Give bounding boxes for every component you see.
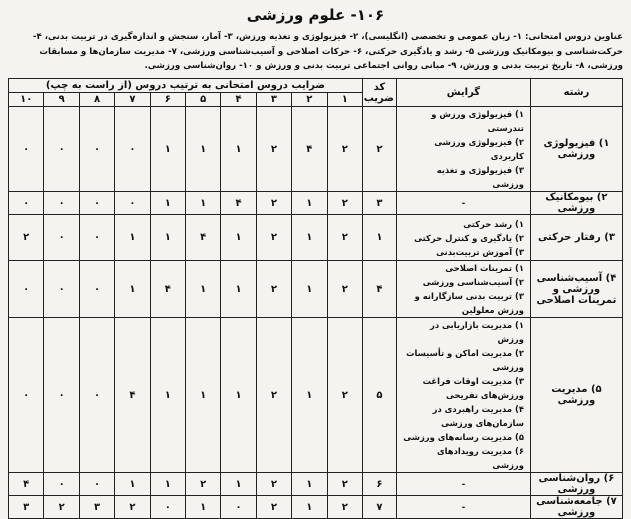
weight-value: ۰	[115, 192, 150, 215]
weight-value: ۱	[185, 318, 220, 473]
weight-value: ۰	[79, 318, 114, 473]
header-weight-col: ۱۰	[9, 93, 44, 107]
header-weight-col: ۶	[150, 93, 185, 107]
weight-value: ۴	[221, 192, 256, 215]
weight-value: ۲	[185, 473, 220, 496]
header-field: رشته	[530, 79, 622, 107]
weight-value: ۱	[150, 192, 185, 215]
coef-code: ۵	[362, 318, 396, 473]
field-name: ۷) جامعه‌شناسی ورزشی	[530, 496, 622, 519]
weight-value: ۲	[256, 192, 291, 215]
field-name: ۱) فیزیولوژی ورزشی	[530, 107, 622, 192]
weight-value: ۱	[292, 318, 327, 473]
table-row	[9, 473, 623, 496]
weight-value: ۰	[44, 473, 79, 496]
header-weight-col: ۵	[185, 93, 220, 107]
specialty-item: ۳) فیزیولوژی و تغذیه ورزشی	[436, 165, 524, 189]
coef-code: ۱	[362, 215, 396, 261]
weight-value: ۰	[150, 496, 185, 519]
header-weight-col: ۴	[221, 93, 256, 107]
weight-value: ۲	[327, 496, 362, 519]
weight-value: ۱	[221, 473, 256, 496]
weight-value: ۴	[150, 261, 185, 318]
weight-value: ۱	[292, 192, 327, 215]
weight-value: ۰	[221, 496, 256, 519]
weight-value: ۲	[327, 215, 362, 261]
specialty-item: -	[461, 198, 466, 208]
weight-value: ۲	[256, 496, 291, 519]
specialty-cell	[396, 473, 530, 496]
weight-value: ۱	[150, 107, 185, 192]
weight-value: ۰	[79, 215, 114, 261]
weight-value: ۲	[327, 318, 362, 473]
specialty-cell	[396, 496, 530, 519]
weight-value: ۱	[221, 215, 256, 261]
exam-subjects-text: ۱- زبان عمومی و تخصصی (انگلیسی)، ۲- فیزیولوژی و تغذیه ورزش، ۳- آمار، سنجش و اندازه‌گیری در تربیت بدنی، ۴- حرکت‌شناسی و بیومکانیک ورزشی ۵- رشد و یادگیری حرکتی، ۶- حرکات اصلاحی و آسیب‌شناسی ورزشی، ۷- مدیریت سازمان‌ها و مسابقات ورزشی، ۸- تاریخ تربیت بدنی و ورزش، ۹- مبانی روانی اجتماعی تربیت بدنی و ورزش و ۱۰- روان‌شناسی ورزشی.	[32, 32, 623, 71]
specialty-item: -	[461, 479, 466, 489]
coef-code: ۷	[362, 496, 396, 519]
weight-value: ۰	[44, 261, 79, 318]
specialty-cell	[396, 107, 530, 192]
weight-value: ۱	[115, 473, 150, 496]
page-title: ۱۰۶- علوم ورزشی	[246, 6, 385, 24]
specialty-item: ۵) مدیریت رسانه‌های ورزشی	[403, 432, 524, 442]
specialty-item: ۳) آموزش تربیت‌بدنی	[436, 246, 524, 257]
field-name: ۳) رفتار حرکتی	[530, 215, 622, 261]
weight-value: ۰	[115, 107, 150, 192]
weight-value: ۲	[327, 107, 362, 192]
weight-value: ۱	[292, 215, 327, 261]
weight-value: ۲	[115, 496, 150, 519]
weight-value: ۱	[150, 215, 185, 261]
coef-code: ۶	[362, 473, 396, 496]
specialty-item: ۲) مدیریت اماکن و تأسیسات ورزشی	[406, 348, 524, 372]
field-name: ۲) بیومکانیک ورزشی	[530, 192, 622, 215]
table-row	[9, 107, 623, 192]
weight-value: ۲	[256, 473, 291, 496]
weight-value: ۰	[79, 261, 114, 318]
weight-value: ۰	[44, 215, 79, 261]
header-weight-col: ۳	[256, 93, 291, 107]
weight-value: ۱	[221, 261, 256, 318]
coef-code: ۴	[362, 261, 396, 318]
weight-value: ۲	[327, 192, 362, 215]
specialty-item: ۲) یادگیری و کنترل حرکتی	[414, 232, 524, 243]
weight-value: ۲	[327, 261, 362, 318]
weight-value: ۰	[9, 261, 44, 318]
table-row	[9, 318, 623, 473]
weight-value: ۱	[150, 473, 185, 496]
specialty-item: -	[461, 502, 466, 512]
table-row	[9, 215, 623, 261]
weight-value: ۰	[79, 192, 114, 215]
weight-value: ۱	[185, 261, 220, 318]
weight-value: ۰	[79, 473, 114, 496]
weight-value: ۱	[115, 261, 150, 318]
weight-value: ۴	[9, 473, 44, 496]
weight-value: ۰	[44, 192, 79, 215]
specialty-cell	[396, 261, 530, 318]
weight-value: ۱	[221, 318, 256, 473]
weight-value: ۲	[256, 318, 291, 473]
weight-value: ۱	[185, 107, 220, 192]
header-specialty: گرایش	[396, 79, 530, 107]
weight-value: ۲	[256, 107, 291, 192]
exam-subjects-paragraph	[11, 30, 623, 74]
table-row	[9, 496, 623, 519]
weight-value: ۱	[292, 473, 327, 496]
specialty-item: ۳) تربیت بدنی سازگارانه و ورزش معلولین	[414, 291, 524, 315]
weight-value: ۰	[44, 318, 79, 473]
weight-value: ۰	[9, 107, 44, 192]
header-weight-col: ۸	[79, 93, 114, 107]
header-weight-col: ۹	[44, 93, 79, 107]
field-name: ۴) آسیب‌شناسی ورزشی و تمرینات اصلاحی	[530, 261, 622, 318]
weight-value: ۲	[256, 215, 291, 261]
weight-value: ۱	[150, 318, 185, 473]
coefficients-table	[8, 78, 623, 519]
coef-code: ۳	[362, 192, 396, 215]
weight-value: ۳	[9, 496, 44, 519]
table-row	[9, 192, 623, 215]
specialty-cell	[396, 318, 530, 473]
weight-value: ۲	[327, 473, 362, 496]
weight-value: ۲	[9, 215, 44, 261]
weight-value: ۴	[185, 215, 220, 261]
specialty-item: ۲) فیزیولوژی ورزشی کاربردی	[434, 137, 524, 161]
weight-value: ۴	[292, 107, 327, 192]
header-coef: کد ضریب	[362, 79, 396, 107]
weight-value: ۲	[44, 496, 79, 519]
exam-subjects-label: عناوین دروس امتحانی:	[524, 32, 623, 42]
header-weight-col: ۷	[115, 93, 150, 107]
weight-value: ۰	[9, 192, 44, 215]
weight-value: ۱	[292, 496, 327, 519]
coef-code: ۲	[362, 107, 396, 192]
weight-value: ۱	[221, 107, 256, 192]
specialty-item: ۶) مدیریت رویدادهای ورزشی	[436, 446, 524, 470]
specialty-item: ۴) مدیریت راهبردی در سازمان‌های ورزشی	[432, 404, 524, 428]
field-name: ۶) روان‌شناسی ورزشی	[530, 473, 622, 496]
field-name: ۵) مدیریت ورزشی	[530, 318, 622, 473]
weight-value: ۰	[9, 318, 44, 473]
specialty-item: ۱) فیزیولوژی ورزش و تندرستی	[431, 109, 524, 133]
specialty-cell	[396, 215, 530, 261]
weight-value: ۱	[185, 192, 220, 215]
weight-value: ۲	[256, 261, 291, 318]
header-weight-col: ۲	[292, 93, 327, 107]
specialty-item: ۲) آسیب‌شناسی ورزشی	[422, 277, 524, 287]
specialty-item: ۱) رشد حرکتی	[463, 218, 524, 229]
weight-value: ۱	[292, 261, 327, 318]
weight-value: ۱	[185, 496, 220, 519]
weight-value: ۱	[115, 215, 150, 261]
weight-value: ۳	[79, 496, 114, 519]
weight-value: ۰	[79, 107, 114, 192]
table-row	[9, 261, 623, 318]
specialty-item: ۱) مدیریت بازاریابی در ورزش	[430, 320, 524, 344]
weight-value: ۰	[44, 107, 79, 192]
specialty-item: ۳) مدیریت اوقات فراغت ورزش‌های تفریحی	[422, 376, 524, 400]
header-weights: ضرایب دروس امتحانی به ترتیب دروس (از راست به چپ)	[9, 79, 363, 93]
weight-value: ۴	[115, 318, 150, 473]
specialty-item: ۱) تمرینات اصلاحی	[445, 263, 524, 273]
specialty-cell	[396, 192, 530, 215]
header-weight-col: ۱	[327, 93, 362, 107]
